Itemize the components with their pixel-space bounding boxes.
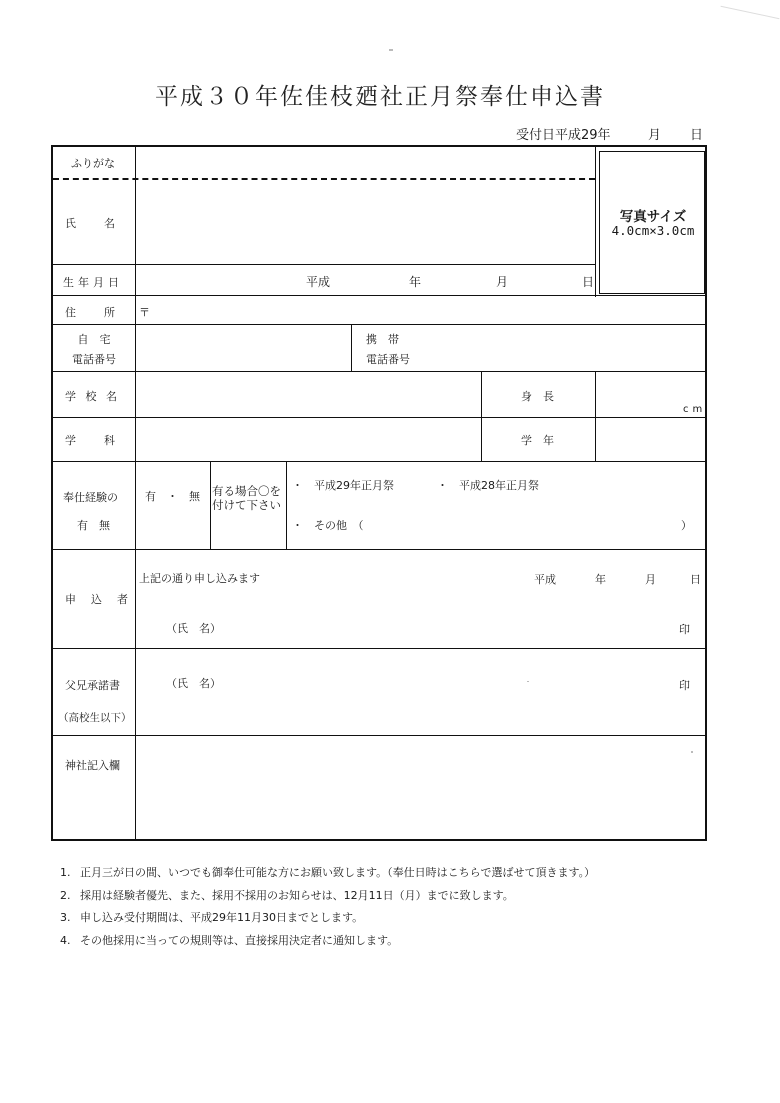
home-phone-label-2: 電話番号: [72, 353, 116, 366]
note-text: 採用は経験者優先、また、採用不採用のお知らせは、12月11日（月）までに致します。: [80, 888, 514, 902]
photo-box-divider: [595, 147, 596, 297]
name-label: 氏 名: [65, 217, 117, 230]
address-field[interactable]: [137, 297, 705, 323]
note-number: 3.: [60, 911, 71, 924]
birthdate-field[interactable]: [137, 266, 593, 294]
scan-speck: [389, 49, 393, 51]
birthdate-month: 月: [496, 275, 509, 289]
school-row-bottom: [53, 417, 707, 418]
scan-speck: [527, 681, 529, 682]
birthdate-label: 生年月日: [63, 276, 123, 289]
birthdate-year: 年: [409, 275, 422, 289]
application-form: [51, 145, 707, 841]
guardian-name-label: （氏 名）: [166, 677, 221, 690]
department-field[interactable]: [137, 419, 479, 459]
note-item: [60, 930, 595, 953]
postal-mark: 〒: [139, 306, 150, 319]
height-divider: [595, 371, 596, 461]
experience-label-1: 奉仕経験の: [63, 491, 118, 504]
applicant-name-field[interactable]: [233, 609, 673, 639]
has-none-choice[interactable]: 有 ・ 無: [145, 490, 200, 503]
note-text: 正月三が日の間、いつでも御奉仕可能な方にお願い致します。（奉仕日時はこちらで選ばせて頂きます。）: [80, 866, 596, 879]
name-row-bottom: [53, 264, 595, 265]
experience-other-close: ）: [681, 519, 692, 532]
page-title: 平成３０年佐佳枝廼社正月祭奉仕申込書: [155, 84, 605, 110]
shrine-use-label: 神社記入欄: [65, 759, 120, 772]
if-yes-label-2: 付けて下さい: [212, 498, 281, 512]
experience-option-2017[interactable]: ・ 平成28年正月祭: [437, 479, 539, 492]
height-unit: cm: [683, 404, 707, 415]
birthdate-era: 平成: [306, 275, 331, 289]
guardian-label-2: （高校生以下）: [58, 712, 132, 724]
scan-speck: [721, 6, 780, 19]
school-label: 学 校 名: [65, 390, 120, 403]
note-item: [60, 907, 595, 930]
grade-label: 学 年: [521, 434, 554, 447]
birthdate-row-bottom: [53, 295, 707, 296]
applicant-day: 日: [690, 573, 701, 586]
home-phone-field[interactable]: [137, 326, 349, 370]
department-row-bottom: [53, 461, 707, 462]
birthdate-day: 日: [582, 275, 595, 289]
photo-size-label: 写真サイズ: [619, 209, 687, 225]
furigana-label: ふりがな: [71, 157, 115, 170]
phone-row-bottom: [53, 371, 707, 372]
applicant-row-bottom: [53, 648, 707, 649]
furigana-divider: [53, 178, 595, 180]
name-field[interactable]: [137, 181, 593, 261]
note-item: [60, 862, 595, 885]
mobile-phone-label-2: 電話番号: [366, 353, 410, 366]
furigana-field[interactable]: [137, 149, 593, 177]
phone-divider: [351, 324, 352, 371]
note-item: [60, 885, 595, 908]
school-field[interactable]: [137, 373, 479, 417]
note-text: 申し込み受付期間は、平成29年11月30日までとします。: [80, 911, 364, 924]
note-number: 2.: [60, 888, 71, 902]
applicant-era: 平成: [534, 573, 556, 586]
mobile-phone-field[interactable]: [423, 326, 705, 370]
receipt-date: [516, 124, 611, 143]
experience-divider-2: [286, 461, 287, 549]
school-divider: [481, 371, 482, 461]
if-yes-label-1: 有る場合〇を: [212, 484, 281, 498]
scan-speck: [691, 751, 693, 753]
experience-label-2: 有 無: [77, 519, 110, 532]
department-label: 学 科: [65, 434, 117, 447]
height-label: 身 長: [521, 390, 554, 403]
address-row-bottom: [53, 324, 707, 325]
note-number: 4.: [60, 933, 71, 947]
applicant-year: 年: [595, 573, 606, 586]
note-text: その他採用に当っての規則等は、直接採用決定者に通知します。: [80, 933, 399, 947]
guardian-seal: 印: [679, 679, 690, 692]
experience-row-bottom: [53, 549, 707, 550]
mobile-phone-label-1: 携 帯: [366, 333, 399, 346]
guardian-name-field[interactable]: [233, 662, 673, 692]
shrine-use-field: [137, 737, 705, 839]
receipt-month: 月: [648, 128, 662, 143]
applicant-label: 申 込 者: [65, 593, 130, 606]
applicant-name-label: （氏 名）: [166, 622, 221, 635]
applicant-month: 月: [645, 573, 656, 586]
home-phone-label-1: 自 宅: [77, 333, 111, 346]
experience-option-2018[interactable]: ・ 平成29年正月祭: [292, 479, 394, 492]
grade-field[interactable]: [597, 419, 705, 459]
receipt-day: 日: [690, 128, 704, 143]
experience-option-other[interactable]: ・ その他 （: [292, 519, 364, 532]
photo-size-value: 4.0cm×3.0cm: [611, 223, 695, 238]
applicant-statement: 上記の通り申し込みます: [139, 572, 260, 585]
address-label: 住 所: [65, 306, 117, 319]
note-number: 1.: [60, 866, 71, 879]
receipt-prefix: 受付日平成29年: [516, 128, 611, 143]
guardian-label-1: 父兄承諾書: [65, 679, 120, 692]
experience-divider-1: [210, 461, 211, 549]
notes-list: [60, 862, 595, 952]
applicant-seal: 印: [679, 623, 690, 636]
label-column-divider: [135, 147, 136, 841]
guardian-row-bottom: [53, 735, 707, 736]
